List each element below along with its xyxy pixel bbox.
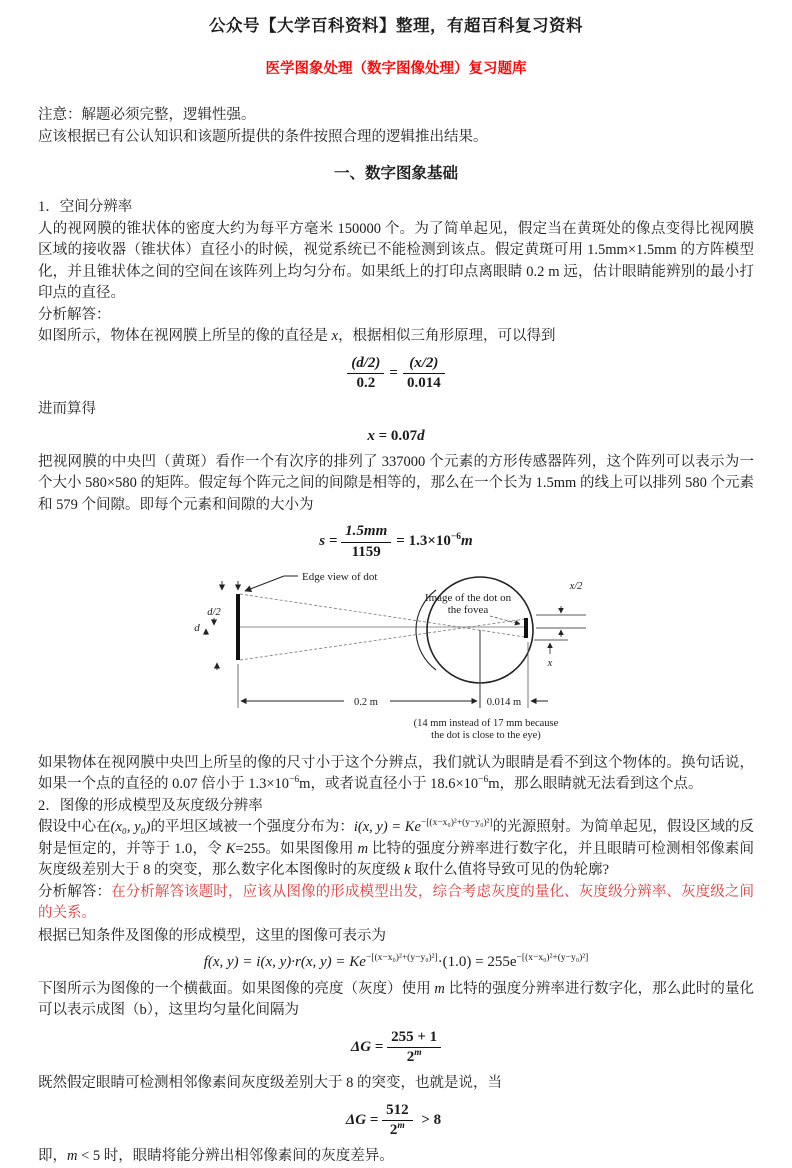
section-heading: 一、数字图象基础 [333,165,458,182]
notice-line-1: 注意：解题必须完整，逻辑性强。 [38,107,256,123]
formula-image-model [38,954,754,971]
fovea-label-line2: the fovea [447,603,489,616]
fraction-denominator: 0.014 [403,373,445,392]
math-lhs: s = [319,533,342,550]
header-note: 公众号【大学百科资料】整理，有超百科复习资料 [209,16,583,35]
q1-then-line: 进而算得 [38,401,96,417]
text-segment: 下图所示为图像的一个横截面。如果图像的亮度（灰度）使用 [38,980,435,997]
den-base: 2 [406,1048,415,1065]
fraction-denominator: 1159 [341,542,391,561]
text-segment: m，那么眼睛就无法看到这个点。 [488,776,703,793]
dimension-label-02m: 0.2 m [354,696,378,708]
exponent: −6 [478,775,489,786]
fraction-numerator: 1.5mm [345,523,388,540]
fraction [347,355,384,393]
math-variable-m: m [67,1148,78,1164]
math-coefficient: 0.07 [390,427,418,444]
notice-block [38,105,754,148]
fovea-label-line1: Image of the dot on [424,591,512,604]
fraction-numerator: 255 + 1 [391,1028,438,1045]
text-segment: 比特的强度分辨率进行数字化，并且眼睛可检测相邻像素间灰度级差别大于 8 的突变，那么数字化本图像时的灰度级 [38,840,754,879]
exponent: −6 [289,775,300,786]
exponent: −[(x−x₀)²+(y−y₀)²] [365,953,438,964]
text-segment: 比特的强度分辨率进行数字化，那么此时的量化可以表示成图（b），这里均匀量化间隔为 [38,980,755,1018]
math-segment: f(x, y) = i(x, y)·r(x, y) = Ke [203,954,366,971]
q2-cross-section-paragraph [38,979,754,1022]
fraction [387,1029,441,1067]
math-variable: x [367,427,375,444]
math-point: (x₀, y₀) [110,819,151,836]
edge-view-label: Edge view of dot [302,570,378,583]
math-rhs: = 1.3×10 [396,533,451,550]
formula-x-equals [38,428,754,445]
q2-analysis-paragraph [38,882,754,925]
math-segment: ·(1.0) = 255e [437,954,517,971]
text-segment: =255。如果图像用 [235,840,358,857]
exponent: −6 [450,532,462,543]
fraction-numerator: (x/2) [409,354,439,371]
fraction-numerator: (d/2) [351,354,381,371]
dimension-label-0014m: 0.014 m [486,696,522,708]
q2-final-line [38,1146,754,1168]
formula-element-size [38,523,754,561]
q1-body: 人的视网膜的锥状体的密度大约为每平方毫米 150000 个。为了简单起见，假定当在黄斑处的像点变得比视网膜区域的接收器（锥状体）直径小的时候，视觉系统已不能检测到该点。假定黄斑可用 1.5mm×1.5mm 的方阵模型化，并且锥状体之间的空间在该阵列上均匀分布。如果纸上的打印点离眼睛 0.2 m 远，估计眼睛能辨别的最小打印点的直径。 [38,220,754,301]
formula-detectability-condition [38,1102,754,1140]
equals-sign: = [389,364,398,381]
x-label: x [547,657,553,669]
fraction-numerator: 512 [386,1101,409,1118]
den-exponent: m [397,1120,405,1131]
fraction-denominator: 0.2 [347,373,384,392]
math-lhs: ΔG = [345,1111,383,1128]
text-segment: 取什么值将导致可见的伪轮廓? [410,862,610,879]
math-rhs: > 8 [417,1111,442,1128]
q2-since-line: 既然假定眼睛可检测相邻像素间灰度级差别大于 8 的突变，也就是说，当 [38,1075,502,1091]
den-base: 2 [389,1121,398,1138]
fovea-label-arrow [490,616,520,624]
exponent: −[(x−x₀)²+(y−y₀)²] [420,818,493,829]
text-segment: 如图所示，物体在视网膜上所呈的像的直径是 [38,328,332,344]
q2-analysis-note: 在分析解答该题时，应该从图像的形成模型出发，综合考虑灰度的量化、灰度级分辨率、灰度级之间的关系。 [38,883,755,922]
x-half-label: x/2 [569,580,583,592]
fraction [341,523,391,561]
math-variable-x: x [331,328,339,344]
text-segment: m，或者说直径小于 18.6×10 [299,776,479,793]
math-variable: d [417,427,425,444]
text-segment: 假设中心在 [38,819,111,836]
math-variable-m: m [434,980,445,997]
math-variable-m: m [357,840,369,857]
q1-matrix-paragraph: 把视网膜的中央凹（黄斑）看作一个有次序的排列了 337000 个元素的方形传感器阵列，这个阵列可以表示为一个大小 580×580 的矩阵。假定每个阵元之间的间隙是相等的，那么在一个长为 1.5mm 的线上可以排列 580 个元素和 579 个间隙。即每个元素和间隙的大小为 [38,453,754,513]
exponent: −[(x−x₀)²+(y−y₀)²] [516,953,589,964]
fraction [382,1102,413,1140]
q2-title: 2．图像的形成模型及灰度级分辨率 [38,797,263,814]
d-label: d [194,621,200,634]
text-segment: 如果物体在视网膜中央凹上所呈的像的尺寸小于这个分辨点，我们就认为眼睛是看不到这个物体的。换句话说，如果一个点的直径的 0.07 倍小于 1.3×10 [38,754,754,793]
q2-model-line: 根据已知条件及图像的形成模型，这里的图像可表示为 [38,927,386,944]
math-lhs: ΔG = [350,1038,388,1055]
math-unit: m [461,533,473,550]
eye-diagram-figure [184,568,754,751]
eye-diagram [184,568,614,746]
fraction [403,355,445,393]
notice-line-2: 应该根据已有公认知识和该题所提供的条件按照合理的逻辑推出结果。 [38,128,488,145]
text-segment: 的光源照射。为简单起见，假设区域的反射是恒定的，并等于 1.0，令 [38,819,755,857]
math-variable-K: K [225,840,236,857]
formula-similar-triangles [38,355,754,393]
text-segment: 的平坦区域被一个强度分布为： [150,819,354,836]
q1-conclusion-paragraph [38,753,754,796]
q1-intro-line [38,326,754,348]
ray-bottom-to-fovea [240,619,525,660]
fraction-denominator [387,1047,441,1066]
doc-title: 医学图象处理（数字图像处理）复习题库 [265,61,527,77]
math-variable-k: k [404,862,411,879]
q2-problem-paragraph [38,817,754,882]
formula-quantization-interval [38,1029,754,1067]
text-segment: 即， [38,1148,67,1164]
den-exponent: m [414,1047,422,1058]
leader-arrow [245,576,284,591]
text-segment: ，根据相似三角形原理，可以得到 [338,328,556,344]
diagram-caption-line1: (14 mm instead of 17 mm because [413,717,559,729]
q1-analysis-label: 分析解答： [38,306,111,323]
equals-sign: = [374,427,391,444]
d-half-label: d/2 [207,606,221,618]
q2-analysis-label: 分析解答： [38,883,112,900]
diagram-caption-line2: the dot is close to the eye) [431,729,541,741]
fraction-denominator [382,1120,413,1139]
q1-title: 1．空间分辨率 [38,199,133,215]
text-segment: < 5 时，眼睛将能分辨出相邻像素间的灰度差异。 [77,1148,394,1164]
math-intensity-function: i(x, y) = Ke [353,819,421,836]
